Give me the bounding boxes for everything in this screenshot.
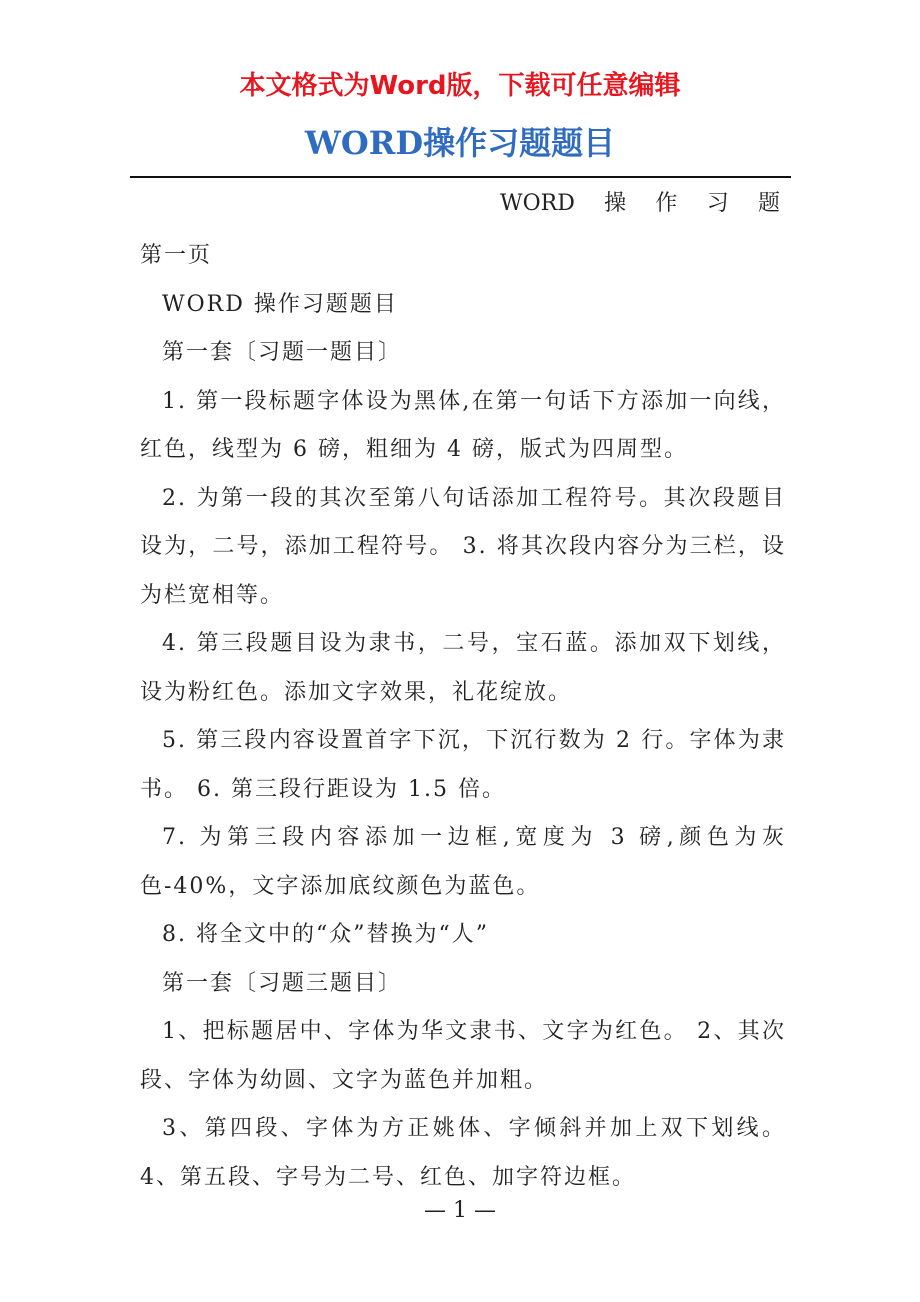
set-heading-1: 第一套〔习题一题目〕 — [162, 340, 403, 365]
exercise-item-8: 8. 将全文中的“众”替换为“人” — [162, 922, 489, 947]
page-label: 第一页 — [140, 243, 213, 268]
title-rule — [130, 176, 791, 178]
running-header — [500, 186, 780, 222]
exercise-item-7: 7. 为第三段内容添加一边框,宽度为 3 磅,颜色为灰色-40%，文字添加底纹颜色为蓝色。 — [140, 825, 786, 899]
header-word-2: 操 — [604, 191, 627, 216]
download-banner: 本文格式为Word版，下载可任意编辑 — [239, 71, 681, 101]
exercise-item-4: 4. 第三段题目设为隶书，二号，宝石蓝。添加双下划线，设为粉红色。添加文字效果，礼花绽放。 — [140, 631, 786, 705]
set-heading-3: 第一套〔习题三题目〕 — [162, 970, 403, 996]
header-word-4: 习 — [706, 191, 729, 216]
header-word-5: 题 — [757, 191, 780, 216]
exercise-item-2: 2. 为第一段的其次至第八句话添加工程符号。其次段题目设为，二号，添加工程符号。 3. 将其次段内容分为三栏，设为栏宽相等。 — [140, 485, 786, 608]
document-title: WORD操作习题题目 — [304, 124, 616, 162]
header-word-3: 作 — [655, 191, 678, 216]
page-number: — 1 — — [424, 1198, 496, 1223]
exercise3-item-1: 1、把标题居中、字体为华文隶书、文字为红色。 2、其次段、字体为幼圆、文字为蓝色并加粗。 — [140, 1019, 786, 1093]
exercise-item-5: 5. 第三段内容设置首字下沉，下沉行数为 2 行。字体为隶书。 6. 第三段行距设为 1.5 倍。 — [140, 728, 786, 802]
document-body — [140, 232, 786, 1202]
exercise-item-1: 1. 第一段标题字体设为黑体,在第一句话下方添加一向线，红色，线型为 6 磅，粗细为 4 磅，版式为四周型。 — [140, 388, 786, 462]
header-word-1: WORD — [500, 191, 575, 216]
exercise3-item-3: 3、第四段、字体为方正姚体、字倾斜并加上双下划线。4、第五段、字号为二号、红色、加字符边框。 — [140, 1116, 786, 1190]
exercise-heading: WORD 操作习题题目 — [162, 291, 398, 317]
